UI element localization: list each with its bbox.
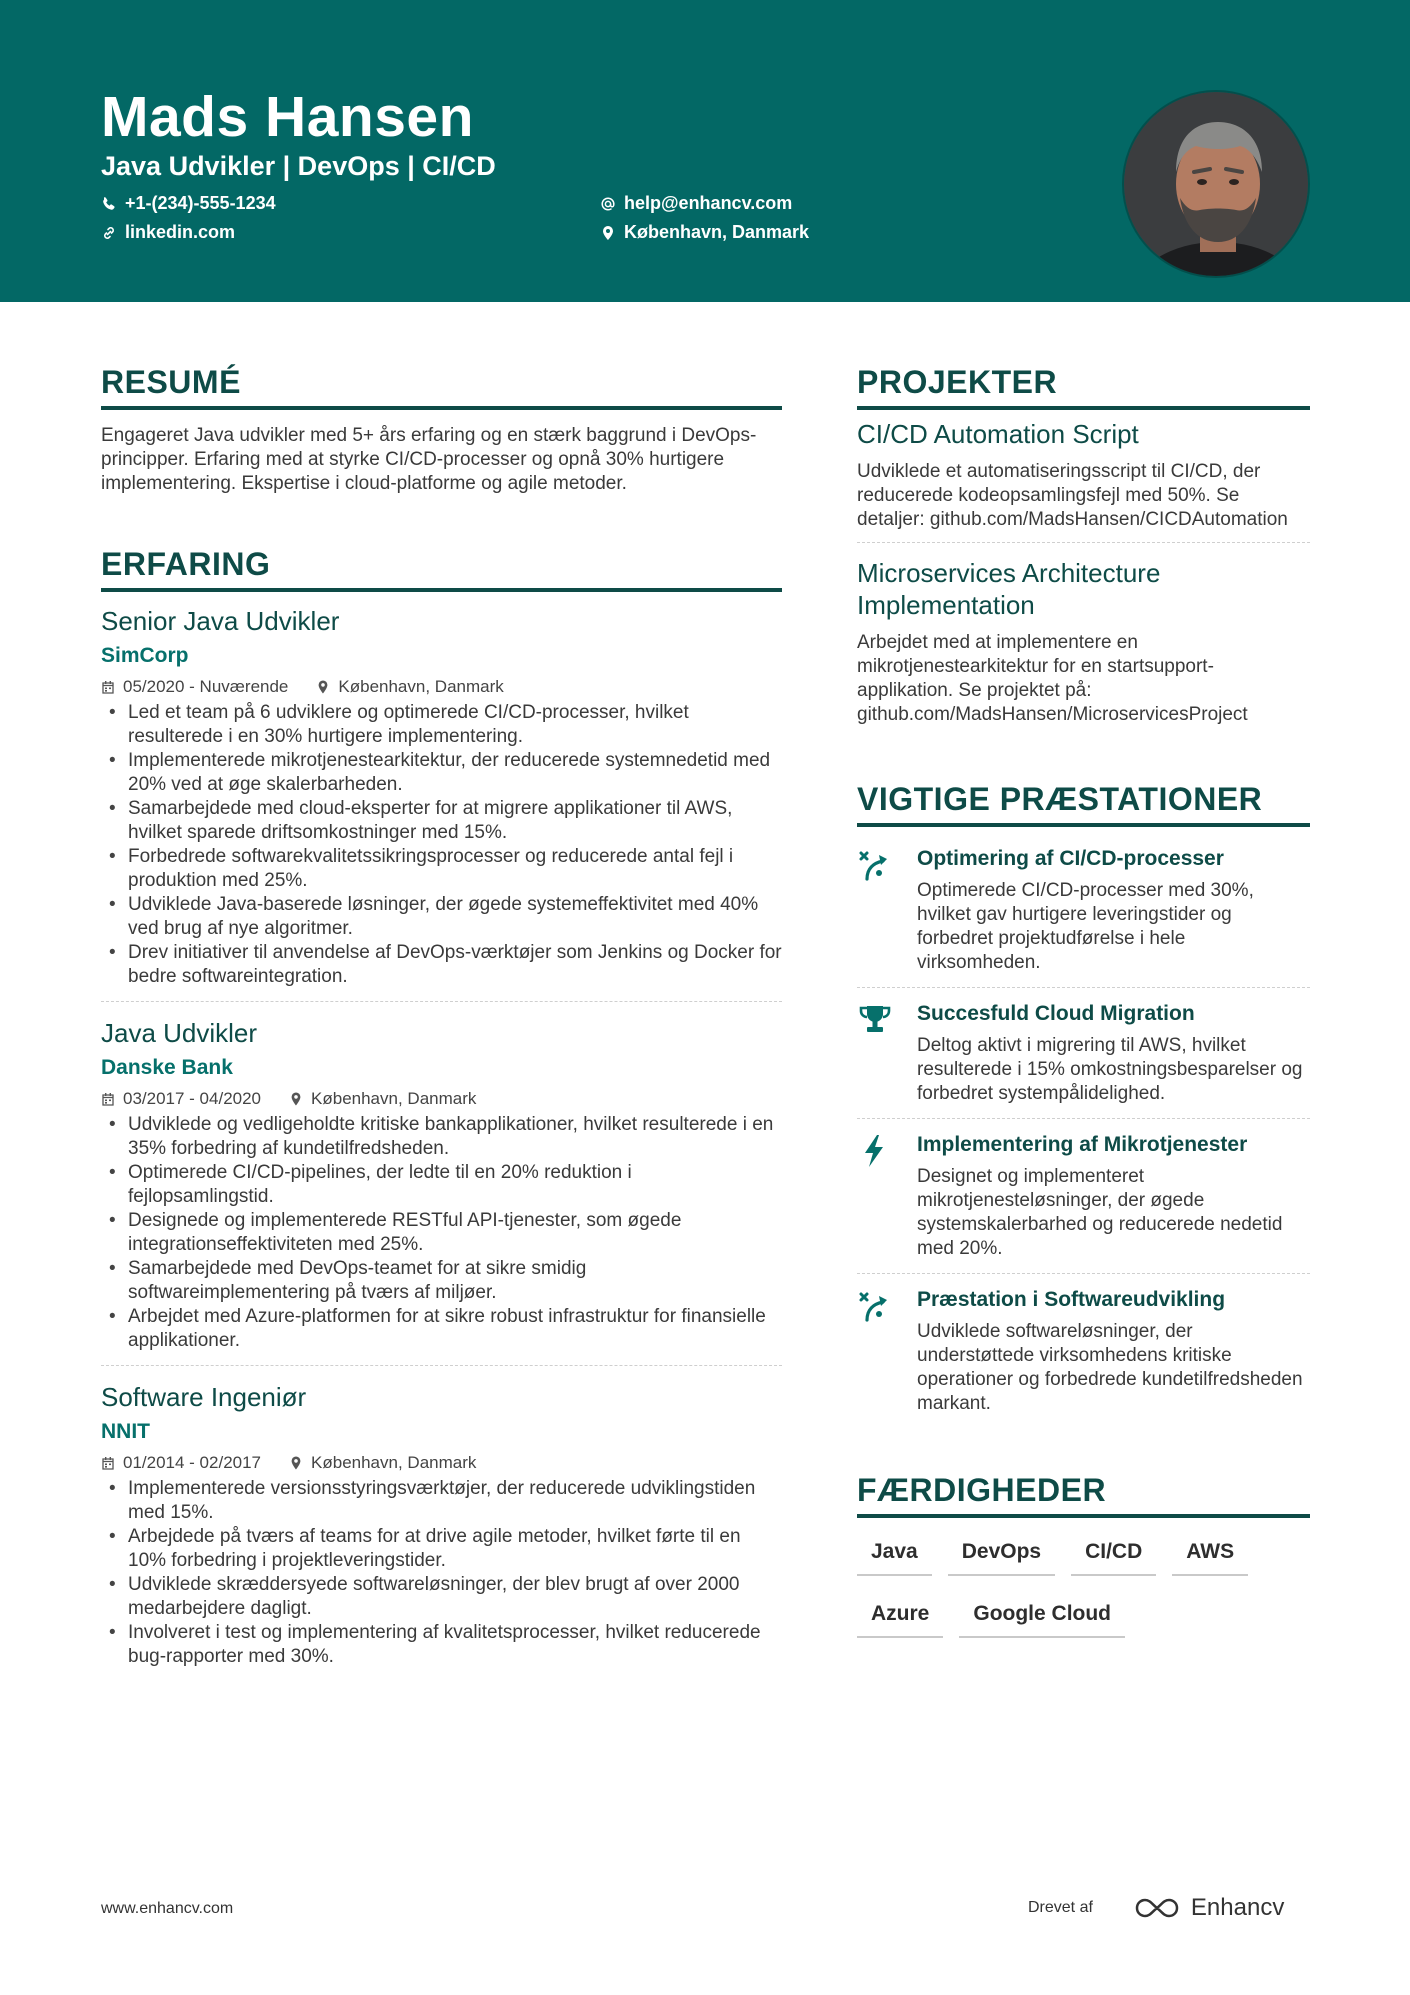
strategy-icon bbox=[857, 847, 893, 883]
achievement-content bbox=[917, 845, 1310, 975]
project-description: Udviklede et automatiseringsscript til CI/CD, der reducerede kodeopsamlingsfejl med 50%. Se detaljer: github.com/MadsHansen/CICDAutomation bbox=[857, 461, 1288, 530]
location-text: København, Danmark bbox=[624, 222, 810, 242]
company-name: Danske Bank bbox=[101, 1056, 233, 1079]
location-pin-icon bbox=[316, 680, 330, 694]
achievement-content bbox=[917, 1286, 1310, 1416]
footer-website[interactable]: www.enhancv.com bbox=[101, 1900, 234, 1917]
job-title: Software Ingeniør bbox=[101, 1382, 307, 1412]
job-entry bbox=[101, 1016, 782, 1366]
location-pin-icon bbox=[289, 1456, 303, 1470]
achievement-description: Optimerede CI/CD-processer med 30%, hvilket gav hurtigere leveringstider og forbedret projektudførelse i hele virksomheden. bbox=[917, 880, 1254, 973]
job-location bbox=[289, 1088, 476, 1110]
location-pin-icon bbox=[600, 225, 616, 241]
job-bullet: • Involveret i test og implementering af kvalitetsprocesser, hvilket reducerede bug-rapporter med 30%. bbox=[101, 1621, 782, 1669]
job-location-text: København, Danmark bbox=[311, 1089, 477, 1108]
calendar-icon bbox=[101, 1456, 115, 1470]
contact-email[interactable] bbox=[600, 193, 792, 214]
projects-heading: PROJEKTER bbox=[857, 362, 1310, 410]
calendar-icon bbox=[101, 680, 115, 694]
project-title: CI/CD Automation Script bbox=[857, 419, 1139, 449]
lightning-icon bbox=[857, 1133, 893, 1169]
experience-heading: ERFARING bbox=[101, 544, 782, 592]
skill-tag: DevOps bbox=[948, 1532, 1055, 1576]
achievement-description: Designet og implementeret mikrotjenesteløsninger, der øgede systemskalerbarhed og reducerede nedetid med 20%. bbox=[917, 1166, 1283, 1259]
email-text: help@enhancv.com bbox=[624, 193, 793, 213]
contact-location bbox=[600, 222, 809, 243]
calendar-icon bbox=[101, 1092, 115, 1106]
achievement-content bbox=[917, 1000, 1310, 1106]
achievement-icon bbox=[857, 1131, 917, 1261]
job-title: Java Udvikler bbox=[101, 1018, 258, 1048]
brand-logo[interactable] bbox=[1133, 1894, 1284, 1922]
job-bullet: • Arbejdet med Azure-platformen for at sikre robust infrastruktur for finansielle applikationer. bbox=[101, 1305, 782, 1353]
phone-icon bbox=[101, 196, 117, 212]
trophy-icon bbox=[857, 1002, 893, 1038]
achievement-entry bbox=[857, 1274, 1310, 1428]
summary-text: Engageret Java udvikler med 5+ års erfaring og en stærk baggrund i DevOps-principper. Erfaring med at styrke CI/CD-processer og opnå 30% hurtigere implementering. Ekspertise i cloud-platforme og agile metoder. bbox=[101, 425, 757, 494]
skill-tag: Java bbox=[857, 1532, 932, 1576]
job-bullet: • Udviklede og vedligeholdte kritiske bankapplikationer, hvilket resulterede i en 35% forbedring af kundetilfredsheden. bbox=[101, 1113, 782, 1161]
summary-heading: RESUMÉ bbox=[101, 362, 782, 410]
job-location-text: København, Danmark bbox=[311, 1453, 477, 1472]
job-bullet: • Samarbejdede med DevOps-teamet for at sikre smidig softwareimplementering på tværs af miljøer. bbox=[101, 1257, 782, 1305]
linkedin-text: linkedin.com bbox=[125, 222, 236, 242]
project-entry bbox=[857, 557, 1310, 737]
job-title: Senior Java Udvikler bbox=[101, 606, 340, 636]
job-bullet: • Forbedrede softwarekvalitetssikringsprocesser og reducerede antal fejl i produktion med 25%. bbox=[101, 845, 782, 893]
job-dates-text: 03/2017 - 04/2020 bbox=[123, 1089, 262, 1108]
at-icon bbox=[600, 196, 616, 212]
achievement-description: Deltog aktivt i migrering til AWS, hvilket resulterede i 15% omkostningsbesparelser og forbedret systempålidelighed. bbox=[917, 1035, 1303, 1104]
project-title: Microservices Architecture Implementation bbox=[857, 558, 1161, 620]
avatar-illustration bbox=[1124, 92, 1310, 278]
job-meta bbox=[101, 676, 782, 698]
contact-phone[interactable] bbox=[101, 193, 276, 214]
job-bullet: • Implementerede mikrotjenestearkitektur, der reducerede systemnedetid med 20% ved at øge skalerbarheden. bbox=[101, 749, 782, 797]
profile-photo bbox=[1122, 90, 1310, 278]
job-dates bbox=[101, 676, 288, 698]
skill-tag: Google Cloud bbox=[959, 1594, 1125, 1638]
skill-tag: AWS bbox=[1172, 1532, 1248, 1576]
job-bullets bbox=[101, 701, 782, 989]
job-location bbox=[289, 1452, 476, 1474]
job-bullet: • Led et team på 6 udviklere og optimerede CI/CD-processer, hvilket resulterede i en 30% hurtigere implementering. bbox=[101, 701, 782, 749]
job-dates-text: 01/2014 - 02/2017 bbox=[123, 1453, 262, 1472]
location-pin-icon bbox=[289, 1092, 303, 1106]
job-bullet: • Udviklede skræddersyede softwareløsninger, der blev brugt af over 2000 medarbejdere dagligt. bbox=[101, 1573, 782, 1621]
project-list bbox=[857, 418, 1310, 737]
brand-name: Enhancv bbox=[1190, 1894, 1285, 1921]
job-bullet: • Optimerede CI/CD-pipelines, der ledte til en 20% reduktion i fejlopsamlingstid. bbox=[101, 1161, 782, 1209]
company-name: NNIT bbox=[101, 1420, 150, 1443]
job-bullet: • Samarbejdede med cloud-eksperter for at migrere applikationer til AWS, hvilket sparede driftsomkostninger med 15%. bbox=[101, 797, 782, 845]
achievement-title: Optimering af CI/CD-processer bbox=[917, 847, 1224, 870]
company-name: SimCorp bbox=[101, 644, 189, 667]
achievement-icon bbox=[857, 1000, 917, 1106]
link-icon bbox=[101, 225, 117, 241]
skill-tag: CI/CD bbox=[1071, 1532, 1156, 1576]
job-entry bbox=[101, 1380, 782, 1681]
achievement-content bbox=[917, 1131, 1310, 1261]
achievement-entry bbox=[857, 988, 1310, 1119]
job-dates bbox=[101, 1088, 261, 1110]
powered-by-label: Drevet af bbox=[1028, 1899, 1093, 1916]
candidate-subtitle: Java Udvikler | DevOps | CI/CD bbox=[101, 151, 496, 181]
job-bullets bbox=[101, 1113, 782, 1353]
phone-text: +1-(234)-555-1234 bbox=[125, 193, 276, 213]
left-column bbox=[101, 362, 782, 1695]
job-bullet: • Implementerede versionsstyringsværktøjer, der reducerede udviklingstiden med 15%. bbox=[101, 1477, 782, 1525]
job-dates-text: 05/2020 - Nuværende bbox=[123, 677, 289, 696]
contact-linkedin[interactable] bbox=[101, 222, 235, 243]
job-location bbox=[316, 676, 503, 698]
job-bullet: • Udviklede Java-baserede løsninger, der øgede systemeffektivitet med 40% ved brug af nye algoritmer. bbox=[101, 893, 782, 941]
achievements-heading: VIGTIGE PRÆSTATIONER bbox=[857, 779, 1310, 827]
achievement-title: Implementering af Mikrotjenester bbox=[917, 1133, 1248, 1156]
enhancv-logo-icon bbox=[1133, 1896, 1181, 1920]
job-bullet: • Drev initiativer til anvendelse af DevOps-værktøjer som Jenkins og Docker for bedre softwareintegration. bbox=[101, 941, 782, 989]
experience-list bbox=[101, 604, 782, 1681]
header-banner bbox=[0, 0, 1410, 302]
achievement-icon bbox=[857, 845, 917, 975]
job-dates bbox=[101, 1452, 261, 1474]
job-bullets bbox=[101, 1477, 782, 1669]
skill-tag: Azure bbox=[857, 1594, 943, 1638]
job-location-text: København, Danmark bbox=[338, 677, 504, 696]
achievement-title: Præstation i Softwareudvikling bbox=[917, 1288, 1226, 1311]
skill-list bbox=[857, 1532, 1310, 1656]
achievement-description: Udviklede softwareløsninger, der understøttede virksomhedens kritiske operationer og forbedrede kundetilfredsheden markant. bbox=[917, 1321, 1303, 1414]
candidate-name: Mads Hansen bbox=[101, 85, 474, 149]
right-column bbox=[857, 362, 1310, 1656]
achievement-icon bbox=[857, 1286, 917, 1416]
job-entry bbox=[101, 604, 782, 1002]
job-bullet: • Arbejdede på tværs af teams for at drive agile metoder, hvilket førte til en 10% forbedring i projektleveringstider. bbox=[101, 1525, 782, 1573]
project-description: Arbejdet med at implementere en mikrotjenestearkitektur for en startsupport-applikation. Se projektet på: github.com/MadsHansen/MicroservicesProject bbox=[857, 632, 1248, 725]
achievement-entry bbox=[857, 1119, 1310, 1274]
achievement-entry bbox=[857, 833, 1310, 988]
job-meta bbox=[101, 1452, 782, 1474]
skills-heading: FÆRDIGHEDER bbox=[857, 1470, 1310, 1518]
footer-branding bbox=[1028, 1894, 1284, 1922]
achievement-list bbox=[857, 833, 1310, 1428]
strategy-icon bbox=[857, 1288, 893, 1324]
project-entry bbox=[857, 418, 1310, 543]
job-meta bbox=[101, 1088, 782, 1110]
job-bullet: • Designede og implementerede RESTful API-tjenester, som øgede integrationseffektiviteten med 25%. bbox=[101, 1209, 782, 1257]
achievement-title: Succesfuld Cloud Migration bbox=[917, 1002, 1195, 1025]
